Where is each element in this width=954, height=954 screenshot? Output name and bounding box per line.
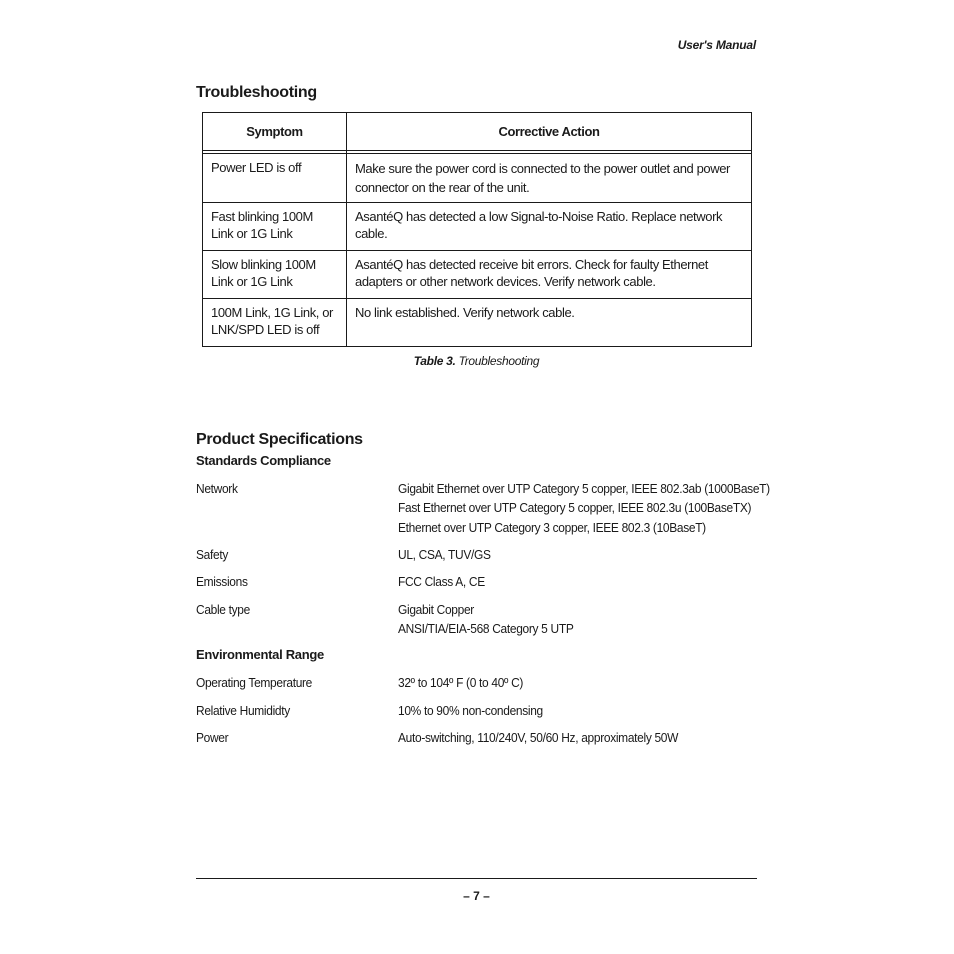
power-label: Power — [196, 730, 229, 745]
network-value-3: Ethernet over UTP Category 3 copper, IEEE 802.3 (10BaseT) — [398, 520, 706, 535]
product-specifications-heading: Product Specifications — [196, 431, 363, 448]
table-row — [203, 299, 752, 347]
action-cell: AsantéQ has detected receive bit errors. Check for faulty Ethernet adapters or other network devices. Verify network cable. — [347, 251, 752, 299]
relative-humidity-value: 10% to 90% non-condensing — [398, 703, 543, 718]
operating-temperature-label: Operating Temperature — [196, 675, 313, 690]
table-caption — [202, 354, 751, 368]
operating-temperature-value: 32º to 104º F (0 to 40º C) — [398, 675, 524, 690]
column-header-corrective-action: Corrective Action — [347, 113, 752, 151]
table-row — [203, 251, 752, 299]
emissions-value: FCC Class A, CE — [398, 574, 485, 589]
troubleshooting-heading: Troubleshooting — [196, 84, 317, 101]
symptom-cell: Fast blinking 100M Link or 1G Link — [203, 203, 347, 251]
symptom-cell: 100M Link, 1G Link, or LNK/SPD LED is off — [203, 299, 347, 347]
footer-rule — [196, 878, 757, 879]
relative-humidity-label: Relative Humididty — [196, 703, 290, 718]
running-header: User's Manual — [677, 38, 756, 52]
environmental-range-heading: Environmental Range — [196, 647, 324, 662]
network-value-1: Gigabit Ethernet over UTP Category 5 copper, IEEE 802.3ab (1000BaseT) — [398, 481, 770, 496]
action-cell: Make sure the power cord is connected to the power outlet and power connector on the rear of the unit. — [347, 154, 752, 203]
table-header-row — [203, 113, 752, 151]
troubleshooting-table — [202, 112, 752, 347]
table-row — [203, 154, 752, 203]
safety-value: UL, CSA, TUV/GS — [398, 547, 491, 562]
page-number: – 7 – — [463, 889, 490, 903]
cable-type-value-1: Gigabit Copper — [398, 602, 474, 617]
table-row — [203, 203, 752, 251]
cable-type-value-2: ANSI/TIA/EIA-568 Category 5 UTP — [398, 621, 574, 636]
symptom-cell: Power LED is off — [203, 154, 347, 203]
action-cell: AsantéQ has detected a low Signal-to-Noise Ratio. Replace network cable. — [347, 203, 752, 251]
network-value-2: Fast Ethernet over UTP Category 5 copper, IEEE 802.3u (100BaseTX) — [398, 500, 752, 515]
emissions-label: Emissions — [196, 574, 248, 589]
standards-compliance-heading: Standards Compliance — [196, 453, 331, 468]
action-cell: No link established. Verify network cable. — [347, 299, 752, 347]
power-value: Auto-switching, 110/240V, 50/60 Hz, approximately 50W — [398, 730, 679, 745]
column-header-symptom: Symptom — [203, 113, 347, 151]
cable-type-label: Cable type — [196, 602, 250, 617]
network-label: Network — [196, 481, 238, 496]
caption-text: Troubleshooting — [455, 354, 540, 368]
symptom-cell: Slow blinking 100M Link or 1G Link — [203, 251, 347, 299]
safety-label: Safety — [196, 547, 228, 562]
caption-label: Table 3. — [413, 354, 456, 368]
